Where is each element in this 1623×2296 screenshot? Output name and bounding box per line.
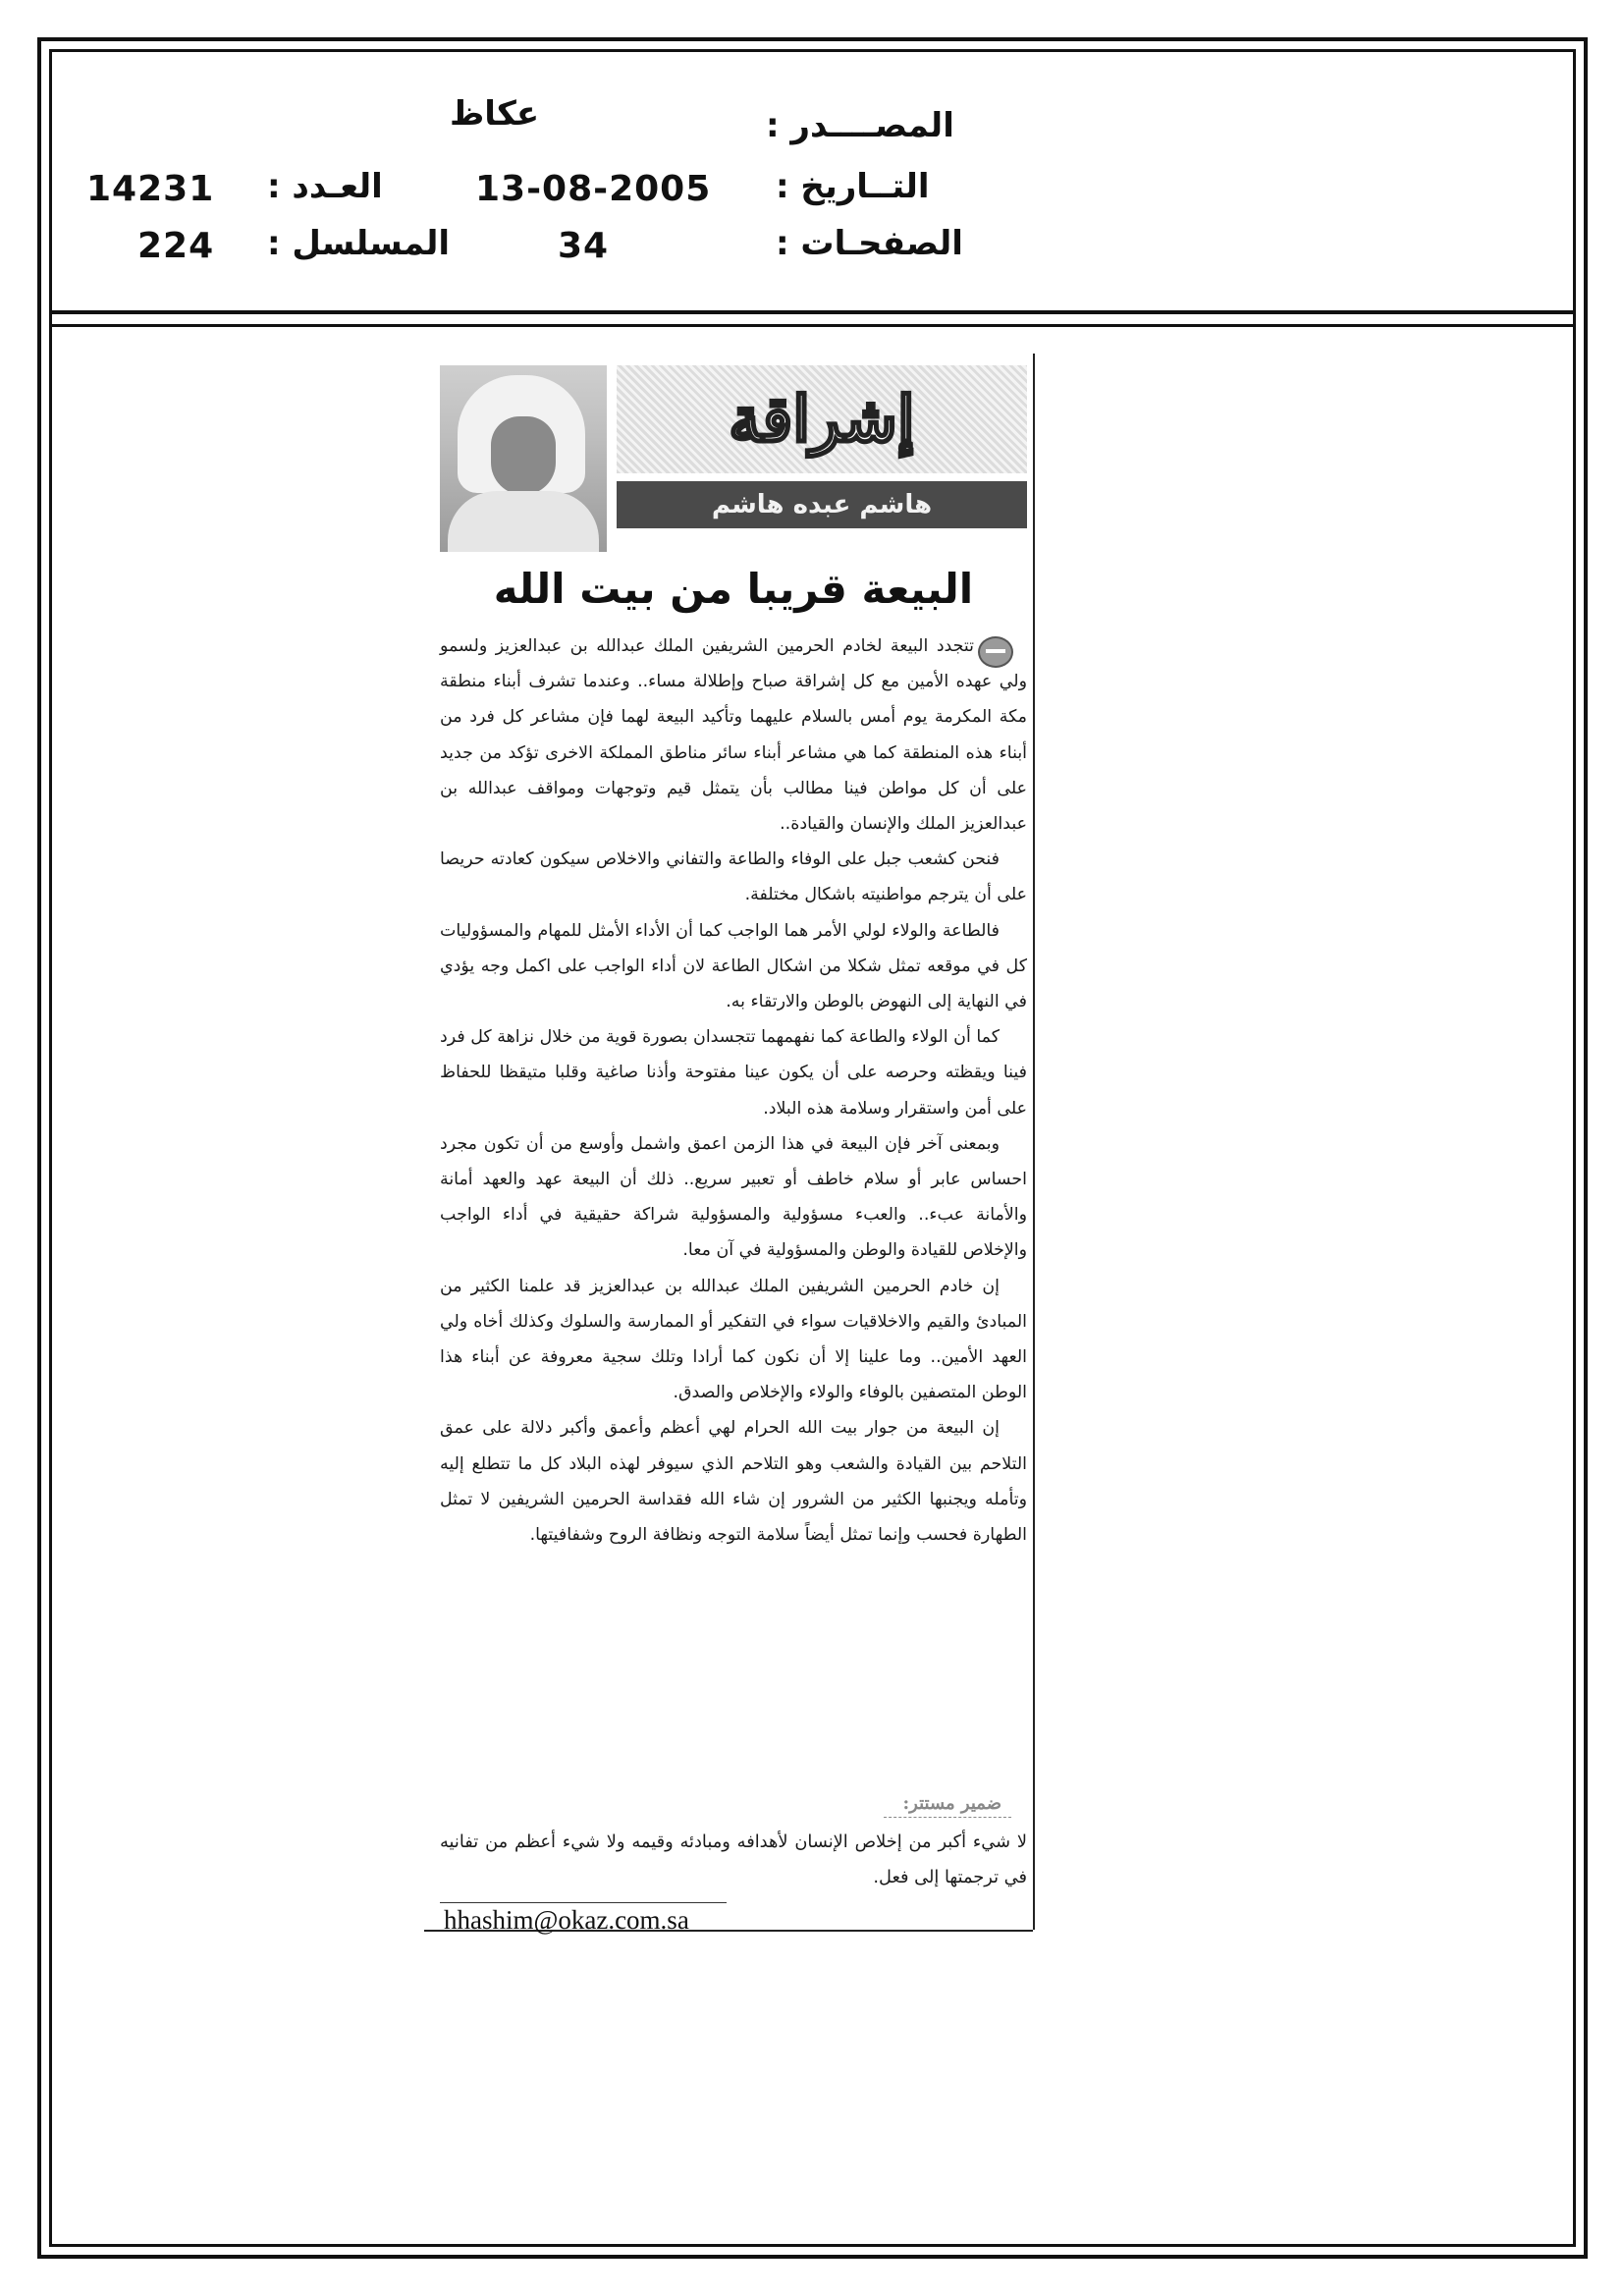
serial-label: المسلسل :: [267, 224, 451, 263]
author-email: hhashim@okaz.com.sa: [444, 1905, 689, 1935]
date-label: التــاريخ :: [776, 167, 930, 206]
clipping-right-rule: [1033, 354, 1035, 1930]
article-paragraph: فنحن كشعب جبل على الوفاء والطاعة والتفاني والاخلاص سيكون كعادته حريصا على أن يترجم مواطنيته باشكال مختلفة.: [440, 849, 1027, 905]
source-value: عكاظ: [450, 94, 540, 134]
article-headline: البيعة قريبا من بيت الله: [493, 565, 974, 613]
author-name: هاشم عبده هاشم: [617, 481, 1027, 528]
author-photo: [440, 365, 607, 552]
email-divider: [440, 1902, 727, 1903]
closing-label: ضمير مستتر:: [902, 1793, 1001, 1814]
issue-label: العـدد :: [267, 167, 383, 206]
source-label: المصــــدر :: [766, 106, 954, 145]
header-divider: [49, 310, 1576, 314]
closing-divider: [884, 1817, 1011, 1818]
pages-value: 34: [558, 226, 610, 266]
article-body: [440, 629, 1027, 1553]
article-paragraph: فالطاعة والولاء لولي الأمر هما الواجب كما أن الأداء الأمثل للمهام والمسؤوليات كل في موقعه تمثل شكلا من اشكال الطاعة لان أداء الواجب على اكمل وجه يؤدي في النهاية إلى النهوض بالوطن والارتقاء به.: [440, 920, 1027, 1012]
article-paragraph: تتجدد البيعة لخادم الحرمين الشريفين الملك عبدالله بن عبدالعزيز ولسمو ولي عهده الأمين مع كل إشراقة صباح وإطلالة مساء.. وعندما تشرف أبناء منطقة مكة المكرمة يوم أمس بالسلام عليهما وتأكيد البيعة لهما فإن مشاعر كل فرد من أبناء هذه المنطقة كما هي مشاعر أبناء سائر مناطق المملكة الاخرى تؤكد من جديد على أن كل مواطن فينا مطالب بأن يتمثل قيم وتوجهات ومواقف عبدالله بن عبدالعزيز الملك والإنسان والقيادة..: [440, 636, 1027, 835]
article-paragraph: إن خادم الحرمين الشريفين الملك عبدالله بن عبدالعزيز قد علمنا الكثير من المبادئ والقيم والاخلاقيات سواء في التفكير أو الممارسة والسلوك وكذلك أخاه ولي العهد الأمين.. وما علينا إلا أن نكون كما أرادا وتلك سجية معروفة عن أبناء هذا الوطن المتصفين بالوفاء والولاء والإخلاص والصدق.: [440, 1276, 1027, 1403]
article-paragraph: وبمعنى آخر فإن البيعة في هذا الزمن اعمق واشمل وأوسع من أن تكون مجرد احساس عابر أو سلام خاطف أو تعبير سريع.. ذلك أن البيعة عهد والعهد أمانة والأمانة عبء.. والعبء مسؤولية والمسؤولية شراكة حقيقية في أداء الواجب والإخلاص للقيادة والوطن والمسؤولية في آن معا.: [440, 1133, 1027, 1261]
header-divider-inner: [49, 324, 1576, 327]
date-value: 13-08-2005: [475, 169, 712, 209]
serial-value: 224: [137, 226, 215, 266]
column-name: إشراقة: [617, 365, 1027, 473]
article-paragraph: كما أن الولاء والطاعة كما نفهمهما تتجسدان بصورة قوية من خلال نزاهة كل فرد فينا ويقظته وحرصه على أن يكون عينا مفتوحة وأذنا صاغية وقلبا متيقظا للحفاظ على أمن واستقرار وسلامة هذه البلاد.: [440, 1027, 1027, 1119]
pages-label: الصفحـات :: [776, 224, 963, 263]
closing-statement: لا شيء أكبر من إخلاص الإنسان لأهدافه ومبادئه وقيمه ولا شيء أعظم من تفانيه في ترجمتها إلى فعل.: [440, 1831, 1027, 1887]
column-banner: [440, 365, 1027, 552]
issue-value: 14231: [86, 169, 215, 209]
article-paragraph: إن البيعة من جوار بيت الله الحرام لهي أعظم وأعمق وأكبر دلالة على عمق التلاحم بين القيادة والشعب وهو التلاحم الذي سيوفر لهذه البلاد كل ما تتطلع إليه وتأمله ويجنبها الكثير من الشرور إن شاء الله فقداسة الحرمين الشريفين لا تمثل الطهارة فحسب وإنما تمثل أيضاً سلامة التوجه ونظافة الروح وشفافيتها.: [440, 1418, 1027, 1546]
